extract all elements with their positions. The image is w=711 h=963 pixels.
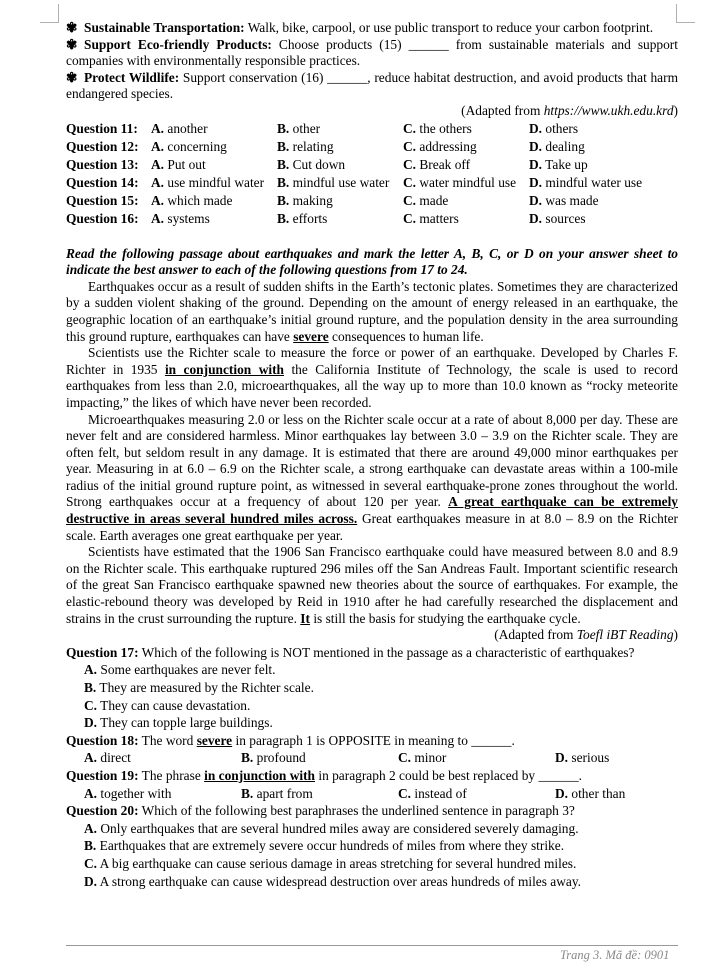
option-letter: C. [84,855,98,871]
question-label: Question 18: [66,732,139,748]
option-letter: B. [84,838,97,854]
option-text: systems [164,210,210,226]
option-text: Some earthquakes are never felt. [100,662,276,678]
option-text: Only earthquakes that are several hundred miles away are considered severely damaging. [100,820,579,836]
question-row [66,120,678,138]
option-text: minor [414,750,447,766]
question-row [66,138,678,156]
option-letter: A. [84,820,98,836]
option-letter: C. [398,750,412,766]
option-text: apart from [256,785,313,801]
answer-option[interactable] [277,210,403,228]
answer-option[interactable] [277,156,403,174]
answer-option[interactable] [66,714,678,732]
option-letter: D. [555,750,569,766]
option-letter: D. [529,192,543,208]
option-text: serious [571,750,610,766]
answer-option[interactable] [66,820,678,838]
passage-text: Great earthquakes measure in at 8.0 – 8.9 on the Richter scale. Earth averages one great earthquake per year. [66,511,678,543]
answer-option[interactable] [66,679,678,697]
tip-text: Choose products (15) ______ from sustainable materials and support companies with environmentally responsible practices. [66,36,678,69]
option-text: relating [289,138,334,154]
tip-item [66,37,678,70]
passage-text: is still the basis for studying the earthquake cycle. [309,610,581,626]
option-letter: B. [84,680,97,695]
option-letter: D. [529,138,543,154]
option-letter: A. [84,662,98,678]
passage-text: Earthquakes occur as a result of sudden shifts in the Earth’s tectonic plates. Sometimes they are characterized by a sudden violent shaking of the ground. Depending on the amount of energy released in an earthquake, the geographic location of an earthquake’s initial ground rupture, and the population density in the area surrounding this ground rupture, earthquakes can have [66,278,678,344]
question-label: Question 20: [66,803,139,819]
option-text: dealing [542,138,585,154]
answer-option[interactable] [241,785,398,803]
option-letter: C. [403,120,417,136]
option-letter: C. [84,697,98,713]
question-label: Question 17: [66,644,139,660]
tip-item [66,70,678,103]
option-text: efforts [289,210,328,226]
document-page [66,20,678,890]
passage-paragraph-2 [66,345,678,411]
option-letter: D. [555,785,569,801]
source-suffix: ) [673,627,678,643]
passage-paragraph-1 [66,279,678,345]
question-text: The word [138,732,197,748]
option-text: Take up [542,156,588,172]
question-label: Question 19: [66,767,139,783]
option-text: They can topple large buildings. [100,715,273,731]
option-letter: D. [529,174,543,190]
underlined-sentence: A great earthquake can be extremely destructive in areas several hundred miles across. [66,494,679,527]
answer-option[interactable] [529,156,678,174]
option-letter: C. [403,174,417,190]
option-letter: C. [398,785,412,801]
option-text: together with [100,785,172,801]
underlined-word: It [300,610,310,626]
option-text: which made [164,192,233,208]
answer-option[interactable] [66,855,678,873]
tip-text: Support conservation (16) ______, reduce habitat destruction, and avoid products that harm endangered species. [66,69,678,102]
answer-option[interactable] [398,785,555,803]
question-text: in paragraph 2 could be best replaced by ______. [315,767,582,783]
option-letter: B. [277,174,290,190]
option-letter: D. [529,210,543,226]
option-letter: C. [403,156,417,172]
option-letter: A. [84,750,98,766]
passage-text: Microearthquakes measuring 2.0 or less on the Richter scale occur at a rate of about 8,000 per day. These are never felt and are considered harmless. Minor earthquakes lay between 3.0 – 3.9 on the Richter scale. They are often felt, but seldom result in any damage. It is estimated that there are around 49,000 minor earthquakes per year. Measuring in at 6.0 – 6.9 on the Richter scale, a strong earthquake can devastate areas within a 100-mile radius of the initial ground rupture point, as witnessed in several earthquake-prone zones throughout the world. Strong earthquakes occur at a frequency of about 120 per year. [66,411,678,510]
option-text: use mindful water [164,174,265,190]
question-text: Which of the following is NOT mentioned in the passage as a characteristic of earthquakes? [138,644,635,660]
question-label: Question 13: [66,156,139,172]
reading-instruction: Read the following passage about earthquakes and mark the letter A, B, C, or D on your answer sheet to indicate the best answer to each of the following questions from 17 to 24. [66,245,678,278]
answer-option[interactable] [403,138,529,156]
option-text: profound [256,750,306,766]
answer-option[interactable] [529,138,678,156]
answer-option[interactable] [277,192,403,210]
answer-option[interactable] [555,785,625,803]
question-row [66,156,678,174]
page-footer: Trang 3. Mã đề: 0901 [560,948,670,962]
option-text: Put out [164,156,206,172]
answer-option[interactable] [66,661,678,679]
source-title: Toefl iBT Reading [576,627,674,643]
option-letter: B. [277,210,290,226]
passage-text: consequences to human life. [328,328,484,344]
option-letter: A. [151,120,165,136]
source-citation [66,627,678,644]
option-letter: B. [277,120,290,136]
underlined-phrase: in conjunction with [204,767,315,783]
option-letter: B. [241,750,254,766]
answer-option[interactable] [66,837,678,855]
option-letter: B. [241,785,254,801]
passage-paragraph-3 [66,412,678,545]
corner-mark-right [676,4,695,23]
answer-option[interactable] [403,156,529,174]
option-letter: A. [84,785,98,801]
question-19 [66,767,678,785]
answer-option[interactable] [529,120,678,138]
tip-title: Sustainable Transportation: [84,20,245,35]
option-letter: D. [84,873,98,889]
answer-option[interactable] [403,174,529,192]
option-letter: A. [151,174,165,190]
question-18 [66,732,678,750]
option-text: sources [542,210,586,226]
passage-text: the California Institute of Technology, the scale is used to record earthquakes from less than 2.0, microearthquakes, all the way up to more than 10.0 known as “rocky meteorite impacting,” the likes of which have never been recorded. [66,361,678,410]
option-text: water mindful use [416,174,517,190]
answer-option[interactable] [84,749,241,767]
option-text: A strong earthquake can cause widespread destruction over areas hundreds of miles away. [99,873,582,889]
question-label: Question 11: [66,120,138,136]
option-letter: A. [151,138,165,154]
answer-option[interactable] [398,749,555,767]
answer-option[interactable] [529,174,678,192]
question-row [66,210,678,228]
option-letter: B. [277,138,290,154]
option-letter: A. [151,210,165,226]
answer-option[interactable] [84,785,241,803]
option-text: direct [100,750,131,766]
option-text: made [416,192,449,208]
option-letter: D. [529,156,543,172]
footer-divider [66,945,678,946]
source-url[interactable]: https://www.ukh.edu.krd [543,102,674,118]
option-text: instead of [414,785,467,801]
passage-paragraph-4 [66,544,678,627]
passage-text: Scientists have estimated that the 1906 San Francisco earthquake could have measured between 8.0 and 8.9 on the Richter scale. This earthquake ruptured 296 miles off the San Andreas Fault. Important scientific research of the great San Francisco earthquake spawned new theories about the source of earthquakes. For example, the elastic-rebound theory was developed by Reid in 1910 after he had carefully researched the displacement and strains in the crust surrounding the rupture. [66,544,678,626]
question-text: in paragraph 1 is OPPOSITE in meaning to ______. [232,732,515,748]
option-letter: A. [151,192,165,208]
option-text: was made [542,192,599,208]
answer-option[interactable] [241,749,398,767]
answer-option[interactable] [151,192,277,210]
option-text: They can cause devastation. [100,697,251,713]
answer-options-row [66,785,678,803]
questions-11-16-table [66,120,678,228]
question-text: The phrase [138,767,205,783]
option-letter: D. [84,715,98,731]
question-label: Question 15: [66,192,139,208]
answer-option[interactable] [66,873,678,891]
underlined-word: severe [293,328,329,344]
tip-text: Walk, bike, carpool, or use public transport to reduce your carbon footprint. [244,20,654,35]
answer-option[interactable] [403,120,529,138]
option-text: Cut down [289,156,346,172]
option-letter: C. [403,138,417,154]
question-label: Question 14: [66,174,139,190]
option-text: Break off [416,156,471,172]
underlined-phrase: in conjunction with [164,361,284,377]
answer-option[interactable] [151,120,277,138]
option-text: other than [571,785,626,801]
answer-options-row [66,749,678,767]
source-prefix: (Adapted from [461,102,544,118]
answer-option[interactable] [529,210,678,228]
option-text: A big earthquake can cause serious damage in areas stretching for several hundred miles. [99,855,577,871]
option-letter: B. [277,156,290,172]
option-letter: C. [403,210,417,226]
question-row [66,192,678,210]
tip-title: Protect Wildlife: [84,69,180,85]
option-text: mindful use water [289,174,390,190]
option-text: making [289,192,333,208]
question-label: Question 12: [66,138,139,154]
tip-title: Support Eco-friendly Products: [84,36,272,52]
flower-icon: ✾ [66,69,78,85]
underlined-word: severe [196,732,233,748]
corner-mark-left [40,4,59,23]
answer-option[interactable] [555,749,609,767]
option-text: the others [416,120,472,136]
option-text: Earthquakes that are extremely severe occur hundreds of miles from where they strike. [99,838,565,854]
answer-option[interactable] [277,174,403,192]
question-label: Question 16: [66,210,139,226]
option-text: others [542,120,579,136]
answer-option[interactable] [529,192,678,210]
answer-option[interactable] [151,138,277,156]
option-text: concerning [164,138,227,154]
question-17 [66,644,678,662]
question-text: Which of the following best paraphrases the underlined sentence in paragraph 3? [138,803,575,819]
option-letter: B. [277,192,290,208]
flower-icon: ✾ [66,36,78,52]
flower-icon: ✾ [66,20,78,35]
option-text: other [289,120,321,136]
option-letter: C. [403,192,417,208]
option-text: They are measured by the Richter scale. [99,680,314,695]
question-20 [66,802,678,820]
source-citation [66,103,678,120]
tip-item [66,20,678,37]
option-letter: D. [529,120,543,136]
option-text: addressing [416,138,477,154]
answer-option[interactable] [277,138,403,156]
answer-option[interactable] [151,156,277,174]
option-text: mindful water use [542,174,643,190]
answer-option[interactable] [151,210,277,228]
question-row [66,174,678,192]
passage-text: Scientists use the Richter scale to measure the force or power of an earthquake. Developed by Charles F. Richter in 1935 [66,345,678,377]
source-prefix: (Adapted from [494,627,577,643]
option-text: matters [416,210,459,226]
option-text: another [164,120,208,136]
answer-option[interactable] [403,192,529,210]
option-letter: A. [151,156,165,172]
answer-option[interactable] [403,210,529,228]
answer-option[interactable] [277,120,403,138]
answer-option[interactable] [151,174,277,192]
answer-option[interactable] [66,697,678,715]
source-suffix: ) [673,102,678,118]
